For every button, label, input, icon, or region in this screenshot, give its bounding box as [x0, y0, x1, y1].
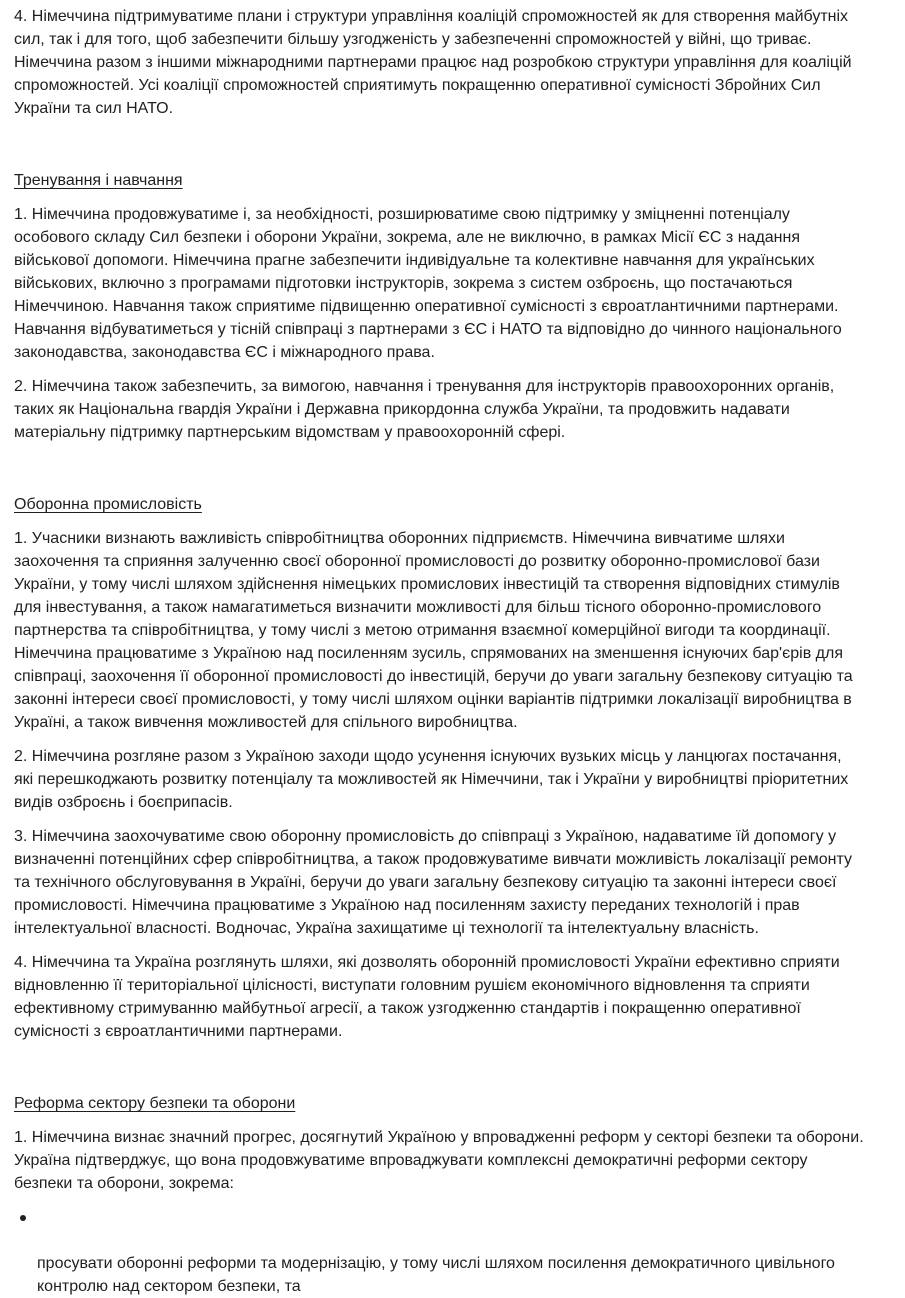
section-heading-training: Тренування і навчання: [14, 172, 183, 189]
paragraph-coalitions-4: 4. Німеччина підтримуватиме плани і структури управління коаліцій спроможностей як для створення майбутніх сил, так і для того, щоб забезпечити більшу узгодженість у забезпеченні спроможностей у війні, що триває. Німеччина разом з іншими міжнародними партнерами працює над розробкою структури управління для коаліцій спроможностей. Усі коаліції спроможностей сприятимуть покращенню оперативної сумісності Збройних Сил України та сил НАТО.: [14, 8, 852, 117]
section-heading-sector-reform: Реформа сектору безпеки та оборони: [14, 1095, 296, 1112]
section-heading-defense-industry: Оборонна промисловість: [14, 496, 202, 513]
document-page: [14, 0, 894, 1298]
list-item-text: просувати оборонні реформи та модернізацію, у тому числі шляхом посилення демократичного цивільного контролю над сектором безпеки, та: [37, 1255, 835, 1295]
list-item: [14, 1206, 894, 1298]
paragraph-training-1: 1. Німеччина продовжуватиме і, за необхідності, розширюватиме свою підтримку у зміцненні потенціалу особового складу Сил безпеки і оборони України, зокрема, але не виключно, в рамках Місії ЄС з надання військової допомоги. Німеччина прагне забезпечити індивідуальне та колективне навчання для українських військових, включно з програмами підготовки інструкторів, зокрема з систем озброєнь, що постачаються Німеччиною. Навчання також сприятиме підвищенню оперативної сумісності з євроатлантичними партнерами. Навчання відбуватиметься у тісній співпраці з партнерами з ЄС і НАТО та відповідно до чинного національного законодавства, законодавства ЄС і міжнародного права.: [14, 206, 842, 361]
paragraph-defense-industry-3: 3. Німеччина заохочуватиме свою оборонну промисловість до співпраці з Україною, надаватиме їй допомогу у визначенні потенційних сфер співробітництва, а також продовжуватиме вивчати можливість локалізації ремонту та технічного обслуговування в Україні, беручи до уваги загальну безпекову ситуацію та законні інтереси своєї промисловості. Німеччина працюватиме з Україною над посиленням захисту переданих технологій і прав інтелектуальної власності. Водночас, Україна захищатиме ці технології та інтелектуальну власність.: [14, 828, 852, 937]
paragraph-defense-industry-4: 4. Німеччина та Україна розглянуть шляхи, які дозволять оборонній промисловості України ефективно сприяти відновленню її територіальної цілісності, виступати головним рушієм економічного відновлення та сприяти ефективному стримуванню майбутньої агресії, а також узгодженню стандартів і покращенню оперативної сумісності з євроатлантичними партнерами.: [14, 954, 840, 1040]
bullet-dot-icon: [20, 1215, 26, 1221]
bullet-list-sector-reform: [14, 1206, 894, 1298]
paragraph-defense-industry-1: 1. Учасники визнають важливість співробітництва оборонних підприємств. Німеччина вивчатиме шляхи заохочення та сприяння залученню своєї оборонної промисловості до розвитку оборонно-промислової бази України, у тому числі шляхом здійснення німецьких промислових інвестицій та створення відповідних стимулів для інвестування, а також намагатиметься визначити можливості для більш тісного оборонно-промислового партнерства та співробітництва, у тому числі з метою отримання взаємної комерційної вигоди та координації. Німеччина працюватиме з Україною над посиленням зусиль, спрямованих на зменшення існуючих бар'єрів для співпраці, заохочення її оборонної промисловості до інвестицій, беручи до уваги загальну безпекову ситуацію та законні інтереси своєї промисловості, у тому числі шляхом оцінки варіантів підтримки локалізації виробництва в Україні, а також вивчення можливостей для спільного виробництва.: [14, 530, 853, 731]
paragraph-defense-industry-2: 2. Німеччина розгляне разом з Україною заходи щодо усунення існуючих вузьких місць у ланцюгах постачання, які перешкоджають розвитку потенціалу та можливостей як Німеччини, так і України у виробництві пріоритетних видів озброєнь і боєприпасів.: [14, 748, 849, 811]
paragraph-sector-reform-1: 1. Німеччина визнає значний прогрес, досягнутий Україною у впровадженні реформ у секторі безпеки та оборони. Україна підтверджує, що вона продовжуватиме впроваджувати комплексні демократичні реформи сектору безпеки та оборони, зокрема:: [14, 1129, 864, 1192]
paragraph-training-2: 2. Німеччина також забезпечить, за вимогою, навчання і тренування для інструкторів правоохоронних органів, таких як Національна гвардія України і Державна прикордонна служба України, та продовжить надавати матеріальну підтримку партнерським відомствам у правоохоронній сфері.: [14, 378, 835, 441]
